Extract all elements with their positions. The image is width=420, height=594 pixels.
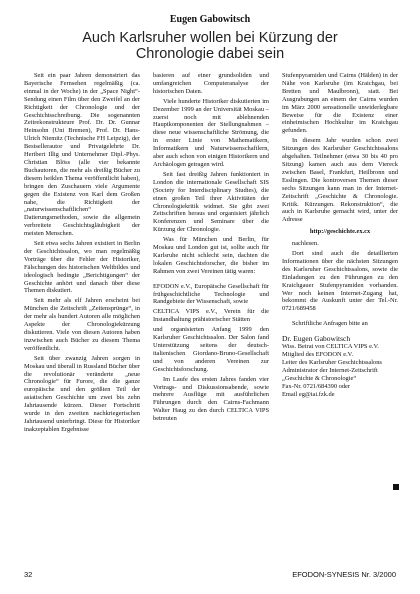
page-number: 32 xyxy=(24,570,33,579)
signature-line: „Geschichte & Chronologie“ xyxy=(282,374,357,382)
signature-email[interactable]: Email eg@iai.fzk.de xyxy=(282,390,335,398)
article-title xyxy=(0,30,420,62)
title-line-2: Chronologie dabei sein xyxy=(135,46,285,62)
paragraph: Viele hunderte Historiker diskutierten im Dezember 1999 an der Universität Moskau – zuerst noch mit ablehnenden Hauptkomponenten der Stellungnahmen – diese neue wissenschaftliche Strömung, die in erster Linie von Mathematikern, Informatikern und Naturwissenschaftlern, aber auch schon von einigen Historikern und Archäologen getragen wird. xyxy=(153,97,269,168)
organization-efodon: EFODON e.V., Europäische Gesellschaft für frühgeschichtliche Technologie und Randgebiete der Wissenschaft, sowie xyxy=(153,282,269,306)
website-url[interactable]: http://geschichte.ex.cx xyxy=(309,228,371,236)
paragraph: Seit ein paar Jahren demonstriert das Bayerische Fernsehen regelmäßig (ca. einmal in der Woche) in der „Space Night“-Sendung einen Film über den Zweifel an der Richtigkeit der Chronologie und der Geschichtsschreibung. Die sogenannten Zeitrekonstrukteure Prof. Dr. Dr. Gunnar Heinsohn (Uni Bremen), Prof. Dr. Hans-Ulrich Niemitz (Technische FH Leipzig), der Bestsellerautor und Privatgelehrte Dr. Heribert Illig und Unternehmer Dipl.-Phys. Christian Blöss (alle vier bekannte Buchautoren, die mehr als dreißig Bücher zu diesem heiklen Thema veröffentlicht haben), bringen den Zuschauern viele Argumente gegen die Existenz von Karl dem Großen nahe, die Richtigkeit der „naturwissenschaftlichen“ Datierungsmethoden, sowie die allgemein verbreitete Geschichtsgläubigkeit der meisten Menschen. xyxy=(24,72,140,238)
signature-name: Dr. Eugen Gabowitsch xyxy=(282,334,351,344)
paragraph: Was für München und Berlin, für Moskau und London gut ist, sollte auch für Karlsruhe nicht schlecht sein, dachten die lokalen Geschichtsforscher, die bisher im Rahmen von zwei Vereinen tätig waren: xyxy=(153,236,269,275)
signature-line: Leiter des Karlsruher Geschichtssalons xyxy=(282,359,382,366)
title-line-1: Auch Karlsruher wollen bei Kürzung der xyxy=(82,30,338,46)
signature-line: Mitglied des EFODON e.V. xyxy=(282,351,354,359)
paragraph: In diesem Jahr wurden schon zwei Sitzungen des Karlsruher Geschichtssalons abgehalten. Teilnehmer (etwa 30 bis 40 pro Sitzung) kamen auch aus dem Viereck zwischen Basel, Frankfurt, Heilbronn und Esslingen. Die kontroversen Themen dieser sechs Sitzungen kann man in der Internet-Zeitschrift „Geschichte & Chronologie. Kritik. Kürzungen. Rekonstruktion“, die auch in Karlsruhe gemacht wird, unter der Adresse xyxy=(282,137,398,224)
paragraph: Im Laufe des ersten Jahres fanden vier Vortrags- und Diskussionsabende, sowie mehrere Ausflüge mit ausführlichen Führungen durch den Cairns-Fachmann Walter Haug zu den durch CELTICA VIPS betreuten xyxy=(153,375,269,423)
paragraph: Dort sind auch die detaillierten Informationen über die nächsten Sitzungen des Karlsruher Geschichtssalons, sowie die Einladungen zu den Führungen zu den Kraichgauer Stufenpyramiden vorhanden. Wer noch keinen Internet-Zugang hat, bekommt die Auskunft unter der Tel.-Nr. 0721/689458 xyxy=(282,250,398,313)
paragraph: Seit über zwanzig Jahren sorgen in Moskau und überall in Russland Bücher über die revolutionär veränderte „neue Chronologie“ für Furore, die die ganze europäische und den größten Teil der asiatischen Geschichte um zwei bis zehn Jahrtausende kürzen. Dieser Fortschritt wurde in den zweiten nachkriegerischen Jahrtausend unterbringt. Diese für Historiker inakzeptablen Ergebnisse xyxy=(24,354,140,433)
text-column-2 xyxy=(153,72,269,425)
paragraph: Seit etwa sechs Jahren existiert in Berlin der Geschichtssalon, wo man regelmäßig Vorträge über die Fehler der Historiker, Fälschungen des historischen Weltbildes und ideologisch bedingte „Berichtigungen“ der Geschichte anhört und danach über diese Themen diskutiert. xyxy=(24,240,140,295)
signature-block xyxy=(282,334,398,398)
organization-celtica: CELTICA VIPS e.V., Verein für die Instandhaltung prähistorischer Stätten xyxy=(153,308,269,324)
paragraph: nachlesen. xyxy=(292,240,319,248)
text-column-3 xyxy=(282,72,398,399)
end-of-article-icon xyxy=(393,484,399,490)
journal-issue: EFODON-SYNESIS Nr. 3/2000 xyxy=(292,570,396,579)
paragraph: Seit fast dreißig Jahren funktioniert in London die internationale Gesellschaft SIS (Society for Interdisciplinary Studies), die einen großen Teil ihrer Aktivitäten der Chronologiekritik widmet. Sie gibt zwei Zeitschriften heraus und organisiert jährlich Konferenzen und Seminare über die Kürzung der Chronologie. xyxy=(153,170,269,234)
signature-fax: Fax-Nr. 0721/684390 oder xyxy=(282,382,350,390)
signature-line: Administrator der Internet-Zeitschrift xyxy=(282,366,378,374)
paragraph: Seit mehr als elf Jahren erscheint bei München die Zeitschrift „Zeitensprünge“, in der mehr als hundert Autoren alle möglichen Aspekte der Chronologiekürzung diskutieren. Viele von diesen Autoren haben inzwischen auch Bücher zu diesem Thema veröffentlicht. xyxy=(24,297,140,352)
signature-line: Wiss. Beirat von CELTICA VIPS e.V. xyxy=(282,343,379,351)
paragraph: Stufenpyramiden und Cairns (Hälden) in der Nähe von Karlsruhe (im Kraichgau, bei Bretten und Maulbronn), statt. Bei Ausgrabungen an einem der Cairns wurden im März 2000 sensationelle unwiderlegbare Beweise für die Existenz einer einheimischen Hochkultur im Kraichgau gefunden. xyxy=(282,72,398,135)
text-column-1 xyxy=(24,72,140,436)
article-author: Eugen Gabowitsch xyxy=(169,14,251,25)
paragraph: basieren auf einer grundsoliden und umfangreichen Computeranalyse der historischen Daten. xyxy=(153,72,269,95)
paragraph: Schriftliche Anfragen bitte an xyxy=(292,320,368,328)
paragraph: und organisierten Anfang 1999 den Karlsruher Geschichtssalon. Der Salon fand Unterstützung seitens der deutsch-italienischen Giordano-Bruno-Gesellschaft und von anderen Vereinen zur Geschichtsforschung. xyxy=(153,326,269,373)
